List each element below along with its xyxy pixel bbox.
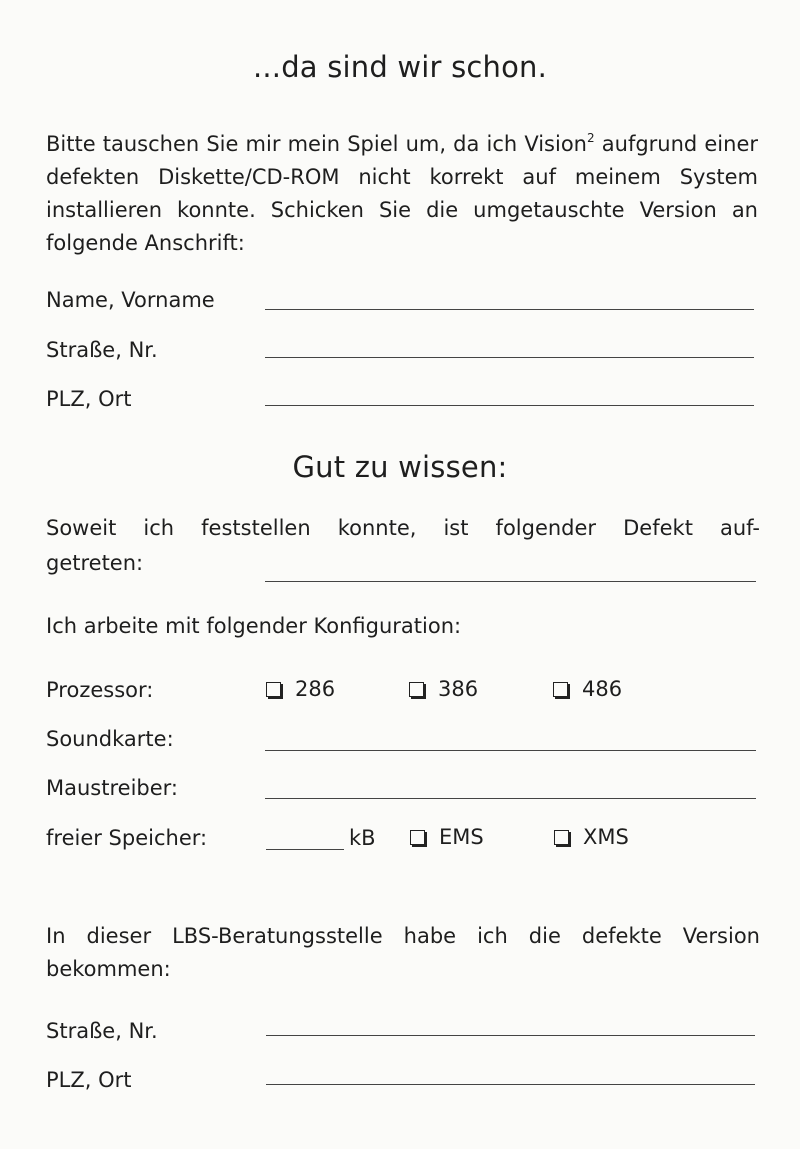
soundcard-label: Soundkarte: xyxy=(46,727,174,751)
defect-input-line[interactable] xyxy=(265,581,756,582)
processor-option-286[interactable] xyxy=(266,675,335,703)
lbs-street-input-line[interactable] xyxy=(266,1035,755,1036)
processor-option-386[interactable] xyxy=(409,675,478,703)
checkbox-icon[interactable] xyxy=(553,682,568,697)
name-label: Name, Vorname xyxy=(46,288,215,312)
city-input-line[interactable] xyxy=(265,405,754,406)
memory-unit: kB xyxy=(349,826,376,850)
intro-text: Bitte tauschen Sie mir mein Spiel um, da ich Vision xyxy=(46,132,587,156)
name-input-line[interactable] xyxy=(265,309,754,310)
defect-text-line1: Soweit ich feststellen konnte, ist folgender Defekt auf- xyxy=(46,516,760,540)
defect-text-line2: getreten: xyxy=(46,551,144,575)
checkbox-icon[interactable] xyxy=(409,682,424,697)
street-label: Straße, Nr. xyxy=(46,338,158,362)
vision-superscript: 2 xyxy=(587,131,595,145)
lbs-city-label: PLZ, Ort xyxy=(46,1068,132,1092)
heading-da-sind-wir-schon: ...da sind wir schon. xyxy=(252,50,548,84)
checkbox-icon[interactable] xyxy=(410,830,425,845)
intro-paragraph xyxy=(46,122,758,260)
city-label: PLZ, Ort xyxy=(46,387,132,411)
processor-option-486[interactable] xyxy=(553,675,622,703)
street-input-line[interactable] xyxy=(265,357,754,358)
option-label: 386 xyxy=(438,677,479,701)
checkbox-icon[interactable] xyxy=(266,682,281,697)
lbs-city-input-line[interactable] xyxy=(266,1084,755,1085)
mouse-label: Maustreiber: xyxy=(46,776,178,800)
memory-label: freier Speicher: xyxy=(46,826,208,850)
mouse-input-line[interactable] xyxy=(265,798,756,799)
option-label: EMS xyxy=(439,825,484,849)
intro-text-rest: aufgrund einer defekten Diskette/CD-ROM nicht korrekt auf meinem System installieren konnte. Schicken Sie die umgetauschte Version an folgende Anschrift: xyxy=(46,132,758,255)
memory-input-line[interactable] xyxy=(266,849,344,850)
config-text: Ich arbeite mit folgender Konfiguration: xyxy=(46,614,462,638)
option-label: 486 xyxy=(582,677,623,701)
soundcard-input-line[interactable] xyxy=(265,750,756,751)
memory-option-xms[interactable] xyxy=(554,823,629,851)
processor-label: Prozessor: xyxy=(46,678,154,702)
lbs-paragraph: In dieser LBS-Beratungsstelle habe ich die defekte Version bekommen: xyxy=(46,924,760,981)
memory-option-ems[interactable] xyxy=(410,823,484,851)
lbs-street-label: Straße, Nr. xyxy=(46,1019,158,1043)
checkbox-icon[interactable] xyxy=(554,830,569,845)
heading-gut-zu-wissen: Gut zu wissen: xyxy=(292,450,508,484)
option-label: XMS xyxy=(583,825,629,849)
option-label: 286 xyxy=(295,677,336,701)
